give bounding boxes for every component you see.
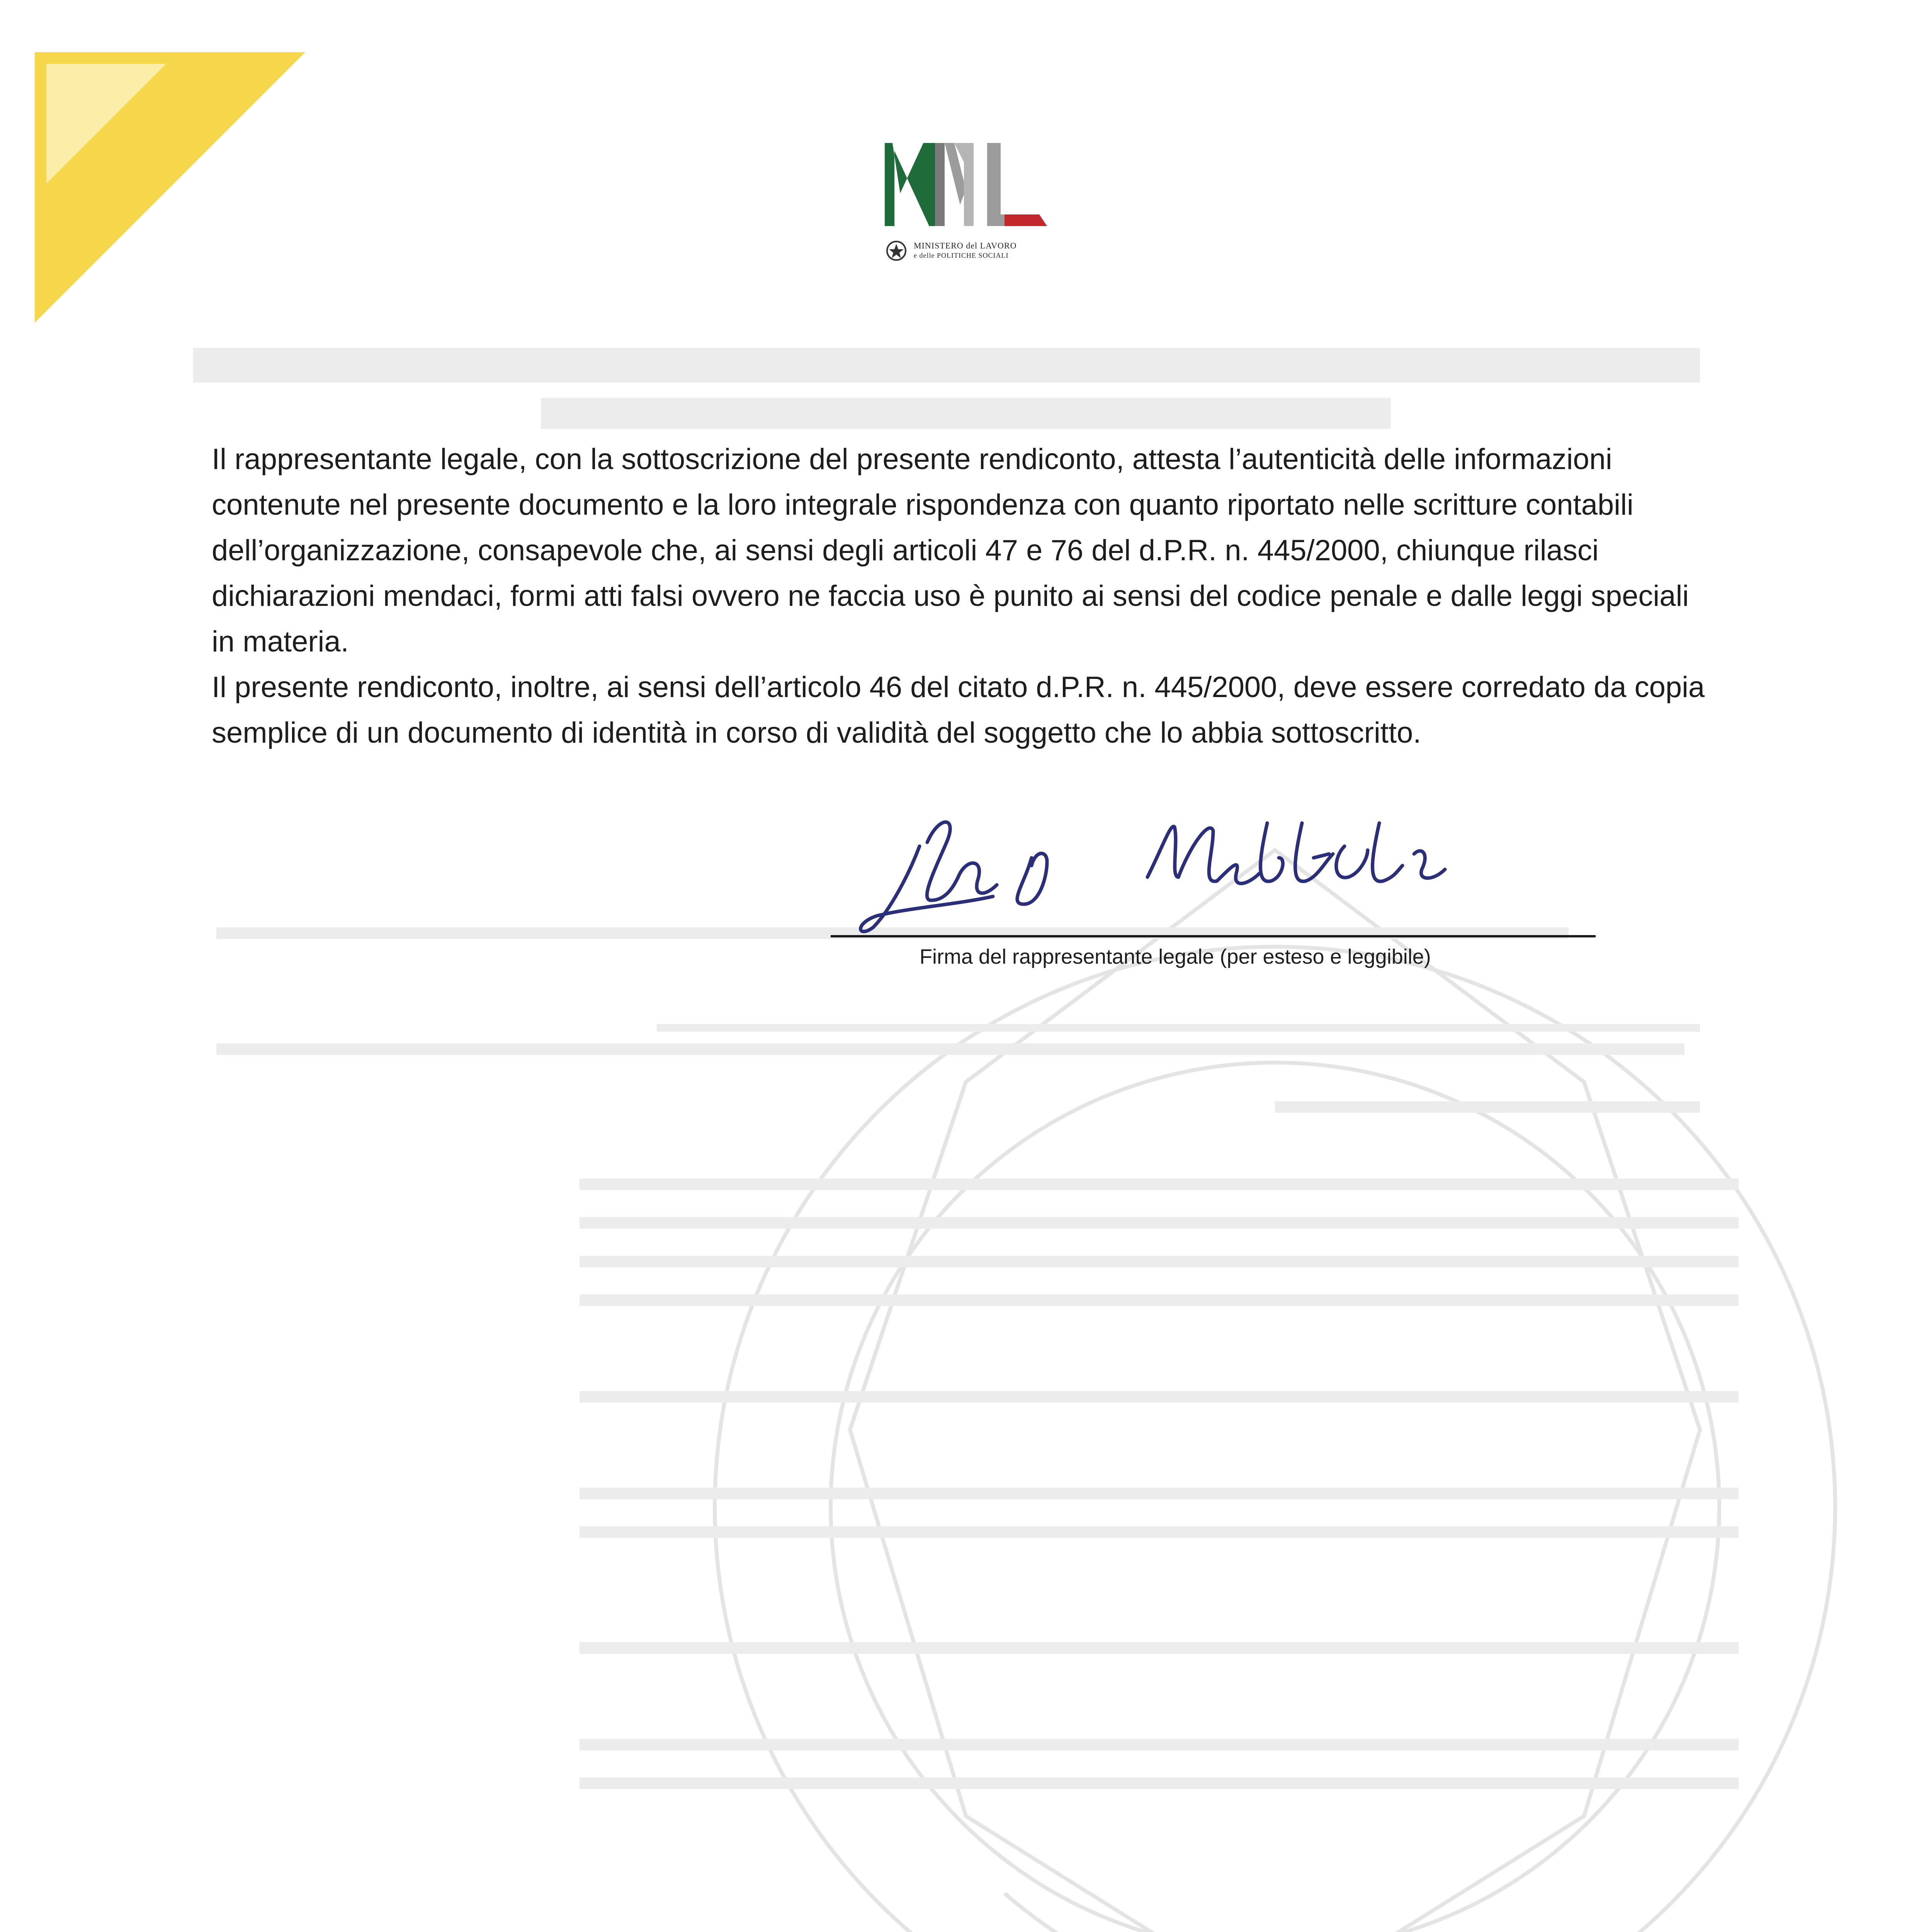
signature-line xyxy=(831,935,1596,937)
ministry-caption xyxy=(877,238,1059,269)
legal-statement xyxy=(212,437,1718,756)
handwritten-signature xyxy=(831,800,1642,947)
statement-paragraph-authenticity: Il rappresentante legale, con la sottoscrizione del presente rendiconto, attesta l’autenticità delle informazioni contenute nel presente documento e la loro integrale rispondenza con quanto riportato nelle scritture contabili dell’organizzazione, consapevole che, ai sensi degli articoli 47 e 76 del d.P.R. n. 445/2000, chiunque rilasci dichiarazioni mendaci, formi atti falsi ovvero ne faccia uso è punito ai sensi del codice penale e dalle leggi speciali in materia. xyxy=(212,443,1689,658)
ml-logo-mark xyxy=(877,128,1059,236)
signature-block xyxy=(831,800,1642,981)
republic-emblem-icon xyxy=(885,239,908,262)
ministry-logo xyxy=(877,128,1059,270)
signature-caption: Firma del rappresentante legale (per esteso e leggibile) xyxy=(920,945,1431,968)
ministry-name-line2: e delle POLITICHE SOCIALI xyxy=(914,252,1009,259)
statement-paragraph-identity: Il presente rendiconto, inoltre, ai sensi dell’articolo 46 del citato d.P.R. n. 445/2000, deve essere corredato da copia semplice di un documento di identità in corso di validità del soggetto che lo abbia sottoscritto. xyxy=(212,671,1705,749)
corner-decoration-top-left xyxy=(35,52,305,323)
ministry-name-line1: MINISTERO del LAVORO xyxy=(914,241,1017,250)
